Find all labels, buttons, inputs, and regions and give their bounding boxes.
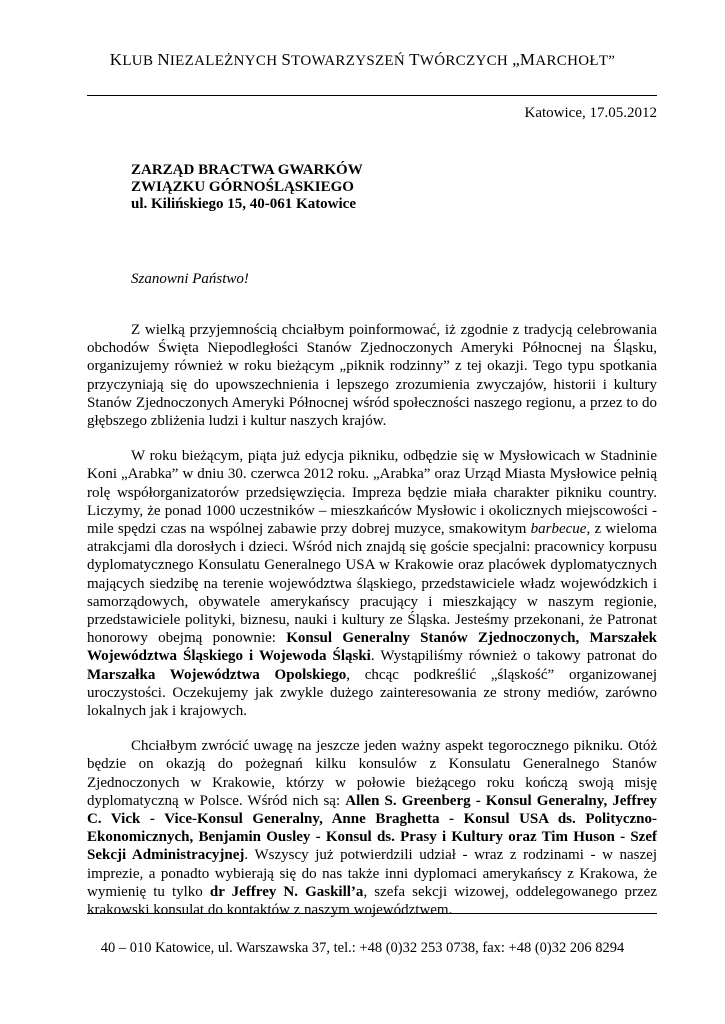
text-run: . Wszyscy już potwierdzili udział - wraz z rodzinami - w naszej imprezie, a ponadto wybierają się do nas także inni dyplomaci amerykańscy z Krakowa, że wymienię tu tylko: [87, 847, 657, 900]
bold-text: Allen S. Greenberg - Konsul Generalny, Jeffrey C. Vick - Vice-Konsul Generalny, Anne Braghetta - Konsul USA ds. Polityczno-Ekonomicznych, Benjamin Ousley - Konsul ds. Prasy i Kultury oraz Tim Huson - Szef Sekcji Administracyjnej: [87, 792, 657, 864]
letterhead-initial: T: [409, 50, 420, 69]
letterhead-initial: „M: [512, 50, 536, 69]
letterhead-word: IEZALEŻNYCH: [169, 53, 278, 69]
letter-date: Katowice, 17.05.2012: [524, 105, 657, 121]
text-run: , chcąc podkreślić „śląskość” organizowanej uroczystości. Oczekujemy jak zwykle dużego zainteresowania ze strony mediów, zarówno lokalnych jak i krajowych.: [87, 666, 657, 720]
letter-body: [87, 321, 657, 936]
text-run: Chciałbym zwrócić uwagę na jeszcze jeden ważny aspekt tegorocznego pikniku. Otóż będzie on okazją do pożegnań kilku konsulów z Konsulatu Generalnego Stanów Zjednoczonych w Krakowie, którzy w połowie bieżącego roku kończą swoją misję dyplomatyczną w Polsce. Wśród nich są:: [87, 738, 657, 809]
text-run: . Wystąpiliśmy również o takowy patronat do: [370, 648, 657, 665]
letterhead-initial: K: [109, 50, 123, 69]
letterhead-initial: N: [157, 50, 170, 69]
recipient-line-1: ZARZĄD BRACTWA GWARKÓW: [131, 162, 363, 178]
recipient-address: [131, 162, 363, 213]
letterhead-initial: S: [281, 50, 292, 69]
paragraph-3: [87, 737, 657, 919]
recipient-line-3: ul. Kilińskiego 15, 40-061 Katowice: [131, 196, 356, 212]
bold-text: Konsul Generalny Stanów Zjednoczonych, Marszałek Województwa Śląskiego i Wojewoda Śląski: [87, 630, 657, 665]
recipient-line-2: ZWIĄZKU GÓRNOŚLĄSKIEGO: [131, 179, 354, 195]
footer-divider: [87, 913, 657, 914]
letterhead-title: [0, 50, 725, 70]
paragraph-1: Z wielką przyjemnością chciałbym poinformować, iż zgodnie z tradycją celebrowania obchodów Święta Niepodległości Stanów Zjednoczonych Ameryki Północnej na Śląsku, organizujemy również w roku bieżącym „piknik rodzinny” z tej okazji. Tego typu spotkania przyczyniają się do upowszechnienia i lepszego zrozumienia zwyczajów, historii i kultury Stanów Zjednoczonych Ameryki Północnej wśród społeczności naszego regionu, a przez to do głębszego zbliżenia ludzi i kultur naszych krajów.: [87, 322, 657, 430]
bold-text: Marszałka Województwa Opolskiego: [87, 666, 347, 683]
header-divider: [87, 95, 657, 96]
salutation: Szanowni Państwo!: [131, 271, 249, 287]
letterhead-word: WÓRCZYCH: [419, 53, 509, 69]
letterhead-word: ARCHOŁT”: [535, 53, 616, 69]
letterhead-word: LUB: [122, 53, 154, 69]
text-run: W roku bieżącym, piąta już edycja pikniku, odbędzie się w Mysłowicach w Stadninie Koni „Arabka” w dniu 30. czerwca 2012 roku. „Arabka” oraz Urząd Miasta Mysłowice pełnią rolę współorganizatorów przedsięwzięcia. Impreza będzie miała charakter pikniku country. Liczymy, że ponad 1000 uczestników – mieszkańców Mysłowic i okolicznych miejscowości - mile spędzi czas na wspólnej zabawie przy dobrej muzyce, smakowitym: [87, 448, 657, 538]
italic-text: barbecue: [530, 521, 587, 538]
letterhead-word: TOWARZYSZEŃ: [291, 53, 406, 69]
text-run: , szefa sekcji wizowej, oddelegowanego przez krakowski konsulat do kontaktów z naszym województwem.: [87, 883, 657, 919]
paragraph-2: [87, 447, 657, 720]
bold-text: dr Jeffrey N. Gaskill’a: [209, 883, 364, 900]
text-run: , z wieloma atrakcjami dla dorosłych i dzieci. Wśród nich znajdą się goście specjalni: pracownicy korpusu dyplomatycznego Konsulatu Generalnego USA w Krakowie oraz placówek dyplomatycznych mających siedzibę na terenie województwa śląskiego, przedstawiciele władz wojewódzkich i samorządowych, obywatele amerykańscy pracujący i mieszkający w naszym regionie, przedstawiciele polityki, biznesu, nauki i kultury ze Śląska. Jesteśmy przekonani, że Patronat honorowy obejmą ponownie:: [87, 521, 657, 647]
footer-address: 40 – 010 Katowice, ul. Warszawska 37, tel.: +48 (0)32 253 0738, fax: +48 (0)32 206 8294: [100, 940, 625, 956]
